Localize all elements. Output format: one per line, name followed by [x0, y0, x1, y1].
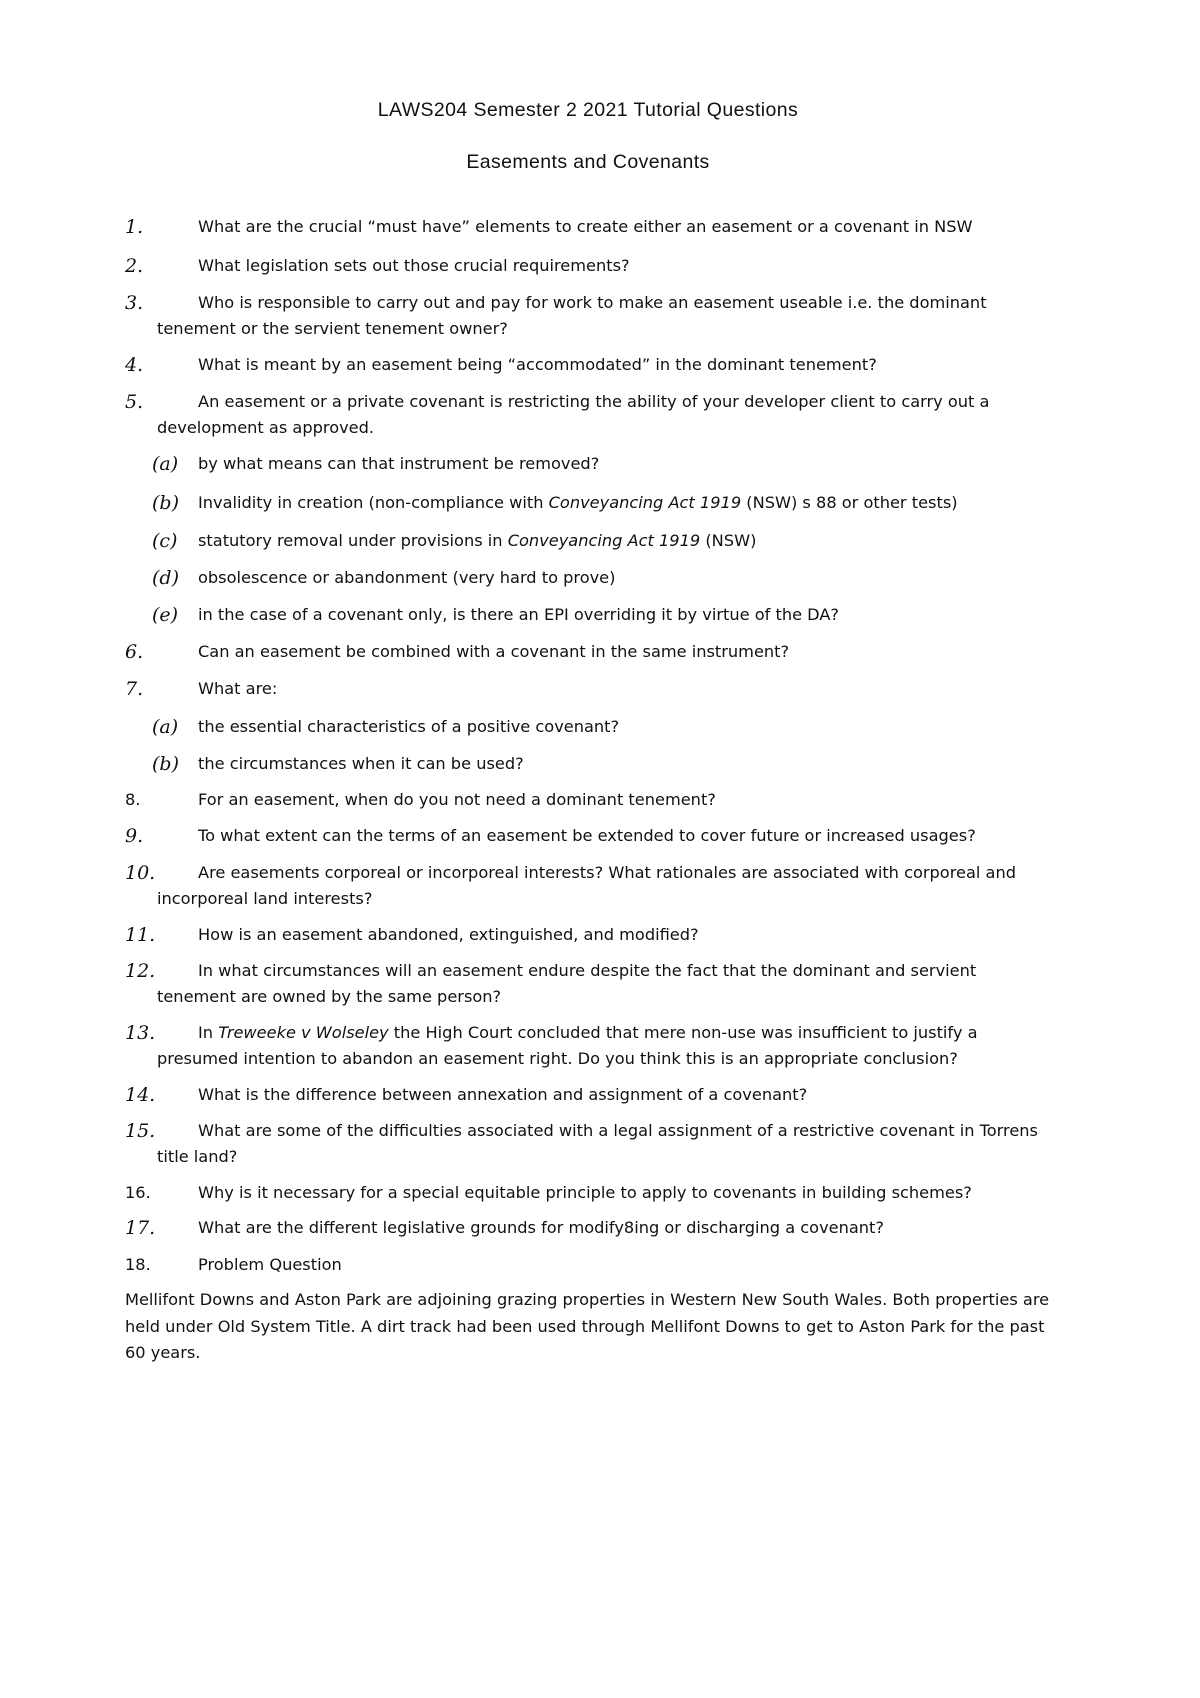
sub-question-text: the circumstances when it can be used?: [198, 754, 524, 773]
question-text: What are:: [198, 679, 278, 698]
question-text: An easement or a private covenant is restricting the ability of your developer client to carry out a development as approved.: [157, 392, 990, 437]
question-number: 18.: [125, 1255, 151, 1274]
question-number: 12.: [125, 960, 156, 982]
document-subtitle: Easements and Covenants: [466, 151, 710, 173]
sub-question-7b: [152, 751, 1052, 777]
act-name: Conveyancing Act 1919: [548, 493, 742, 512]
question-6: [125, 639, 1045, 665]
question-text: Who is responsible to carry out and pay for work to make an easement useable i.e. the dominant tenement or the servient tenement owner?: [157, 293, 987, 338]
question-7: [125, 676, 1045, 702]
sub-question-text: by what means can that instrument be removed?: [198, 454, 600, 473]
sub-question-5e: [152, 602, 1052, 628]
sub-question-letter: (d): [152, 567, 179, 589]
sub-question-letter: (c): [152, 530, 178, 552]
question-14: [125, 1082, 1045, 1108]
question-number: 2.: [125, 255, 144, 277]
sub-question-5c: [152, 528, 1052, 554]
problem-paragraph: Mellifont Downs and Aston Park are adjoining grazing properties in Western New South Wales. Both properties are held under Old System Title. A dirt track had been used through Mellifont Downs to get to Aston Park for the past 60 years.: [125, 1290, 1050, 1362]
question-number: 1.: [125, 216, 144, 238]
question-4: [125, 352, 1045, 378]
question-18: [125, 1252, 1045, 1278]
question-number: 9.: [125, 825, 144, 847]
sub-question-text: the essential characteristics of a positive covenant?: [198, 717, 620, 736]
document-title: LAWS204 Semester 2 2021 Tutorial Questions: [377, 99, 799, 121]
question-text: Problem Question: [198, 1255, 342, 1274]
sub-question-text: obsolescence or abandonment (very hard to prove): [198, 568, 616, 587]
question-number: 17.: [125, 1217, 156, 1239]
question-15: [125, 1118, 1045, 1170]
sub-question-letter: (a): [152, 453, 179, 475]
question-3: [125, 290, 1045, 342]
question-text: What are the crucial “must have” elements to create either an easement or a covenant in NSW: [198, 217, 973, 236]
sub-question-text: in the case of a covenant only, is there an EPI overriding it by virtue of the DA?: [198, 605, 840, 624]
sub-question-letter: (e): [152, 604, 179, 626]
question-number: 10.: [125, 862, 156, 884]
sub-question-text: statutory removal under provisions in Conveyancing Act 1919 (NSW): [198, 531, 757, 550]
question-number: 14.: [125, 1084, 156, 1106]
question-16: [125, 1180, 1045, 1206]
question-10: [125, 860, 1045, 912]
question-number: 7.: [125, 678, 144, 700]
question-12: [125, 958, 1045, 1010]
question-number: 3.: [125, 292, 144, 314]
sub-question-letter: (a): [152, 716, 179, 738]
question-number: 8.: [125, 790, 141, 809]
question-text: In what circumstances will an easement endure despite the fact that the dominant and servient tenement are owned by the same person?: [157, 961, 977, 1006]
question-text: What are the different legislative grounds for modify8ing or discharging a covenant?: [198, 1218, 884, 1237]
question-text: Why is it necessary for a special equitable principle to apply to covenants in building schemes?: [198, 1183, 972, 1202]
sub-question-5d: [152, 565, 1052, 591]
question-text: What is meant by an easement being “accommodated” in the dominant tenement?: [198, 355, 877, 374]
sub-question-letter: (b): [152, 753, 179, 775]
question-text: How is an easement abandoned, extinguished, and modified?: [198, 925, 699, 944]
question-17: [125, 1215, 1045, 1241]
question-number: 11.: [125, 924, 156, 946]
act-name: Conveyancing Act 1919: [507, 531, 701, 550]
question-5: [125, 389, 1045, 441]
question-text: To what extent can the terms of an easement be extended to cover future or increased usages?: [198, 826, 976, 845]
question-number: 5.: [125, 391, 144, 413]
question-8: [125, 787, 1045, 813]
sub-question-letter: (b): [152, 492, 179, 514]
question-number: 4.: [125, 354, 144, 376]
question-number: 15.: [125, 1120, 156, 1142]
question-1: [125, 214, 1045, 240]
question-2: [125, 253, 1045, 279]
question-text: For an easement, when do you not need a dominant tenement?: [198, 790, 716, 809]
sub-question-5a: [152, 451, 1052, 477]
question-11: [125, 922, 1045, 948]
question-text: In Treweeke v Wolseley the High Court concluded that mere non-use was insufficient to justify a presumed intention to abandon an easement right. Do you think this is an appropriate conclusion?: [157, 1023, 978, 1068]
sub-question-text: Invalidity in creation (non-compliance with Conveyancing Act 1919 (NSW) s 88 or other tests): [198, 493, 958, 512]
sub-question-7a: [152, 714, 1052, 740]
question-text: What is the difference between annexation and assignment of a covenant?: [198, 1085, 808, 1104]
question-text: Can an easement be combined with a covenant in the same instrument?: [198, 642, 790, 661]
question-text: What legislation sets out those crucial requirements?: [198, 256, 630, 275]
case-name: Treweeke v Wolseley: [218, 1023, 389, 1042]
question-text: What are some of the difficulties associated with a legal assignment of a restrictive covenant in Torrens title land?: [157, 1121, 1038, 1166]
question-text: Are easements corporeal or incorporeal interests? What rationales are associated with corporeal and incorporeal land interests?: [157, 863, 1016, 908]
sub-question-5b: [152, 490, 1052, 516]
question-number: 13.: [125, 1022, 156, 1044]
question-number: 6.: [125, 641, 144, 663]
question-9: [125, 823, 1045, 849]
question-number: 16.: [125, 1183, 151, 1202]
question-13: [125, 1020, 1045, 1072]
